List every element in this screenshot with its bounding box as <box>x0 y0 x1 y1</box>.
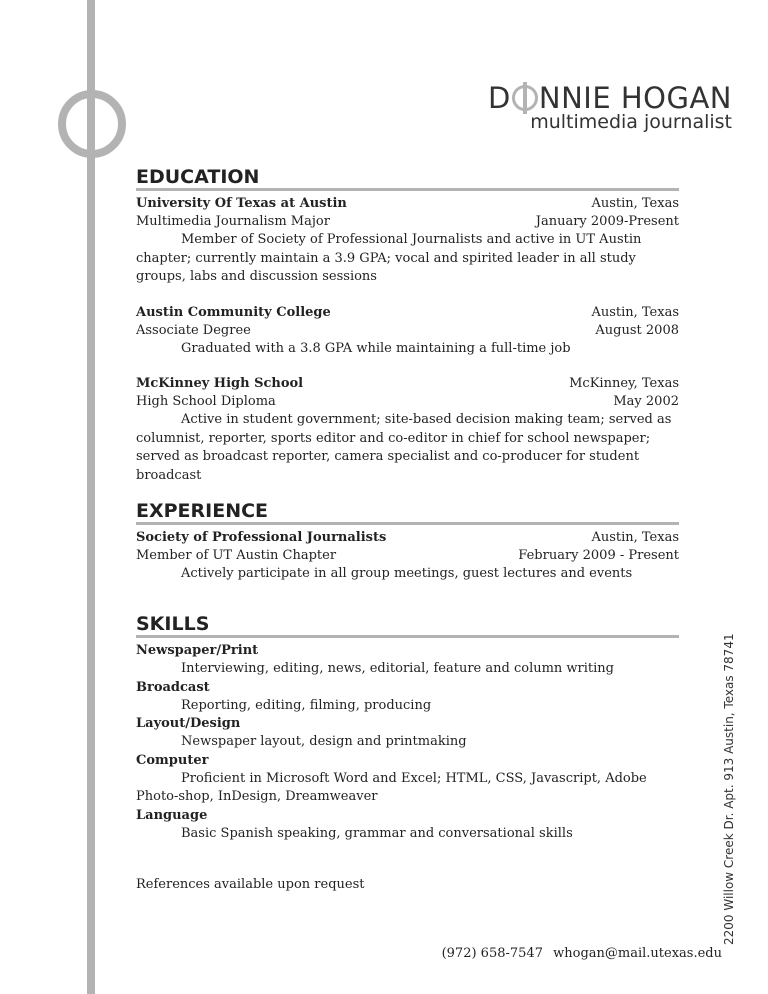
entry-description: Graduated with a 3.8 GPA while maintaining a full-time job <box>181 340 571 356</box>
education-heading: EDUCATION <box>136 166 679 191</box>
skill-title: Newspaper/Print <box>136 643 259 658</box>
school-location: Austin, Texas <box>591 304 679 320</box>
school-name: University Of Texas at Austin <box>136 196 347 211</box>
dates: January 2009-Present <box>535 214 679 229</box>
skill-title: Computer <box>136 752 209 768</box>
program: High School Diploma <box>136 394 276 409</box>
school-name: McKinney High School <box>136 376 304 391</box>
education-entry <box>136 195 679 287</box>
skill-description: Reporting, editing, filming, producing <box>181 697 432 713</box>
skills-list <box>136 642 679 843</box>
education-entry <box>136 304 679 359</box>
program: Associate Degree <box>136 322 251 338</box>
circle-logo-bar <box>87 80 95 160</box>
skill-title: Broadcast <box>136 679 210 695</box>
entry-description: Active in student government; site-based decision making team; served as columnist, reporter, sports editor and co-editor in chief for school newspaper; served as broadcast reporter, camera specialist and co-producer for student broadcast <box>136 412 672 483</box>
phone-number: (972) 658-7547 <box>441 946 543 961</box>
email-address: whogan@mail.utexas.edu <box>553 946 722 961</box>
school-location: McKinney, Texas <box>569 376 679 391</box>
name-first-letter: D <box>488 81 511 115</box>
school-name: Austin Community College <box>136 304 331 320</box>
organization-name: Society of Professional Journalists <box>136 530 387 545</box>
name-o-logo-icon <box>512 85 538 111</box>
references-note: References available upon request <box>136 877 365 892</box>
skills-section <box>136 613 679 843</box>
experience-heading: EXPERIENCE <box>136 500 679 525</box>
experience-section <box>136 500 679 584</box>
skill-description: Basic Spanish speaking, grammar and conversational skills <box>181 825 573 841</box>
skill-title: Layout/Design <box>136 716 241 731</box>
dates: August 2008 <box>595 322 679 338</box>
dates: May 2002 <box>613 394 679 409</box>
skill-description: Newspaper layout, design and printmaking <box>181 734 467 749</box>
skills-heading: SKILLS <box>136 613 679 638</box>
skill-description: Interviewing, editing, news, editorial, feature and column writing <box>181 661 615 676</box>
skill-title: Language <box>136 807 208 823</box>
organization-location: Austin, Texas <box>591 530 679 545</box>
school-location: Austin, Texas <box>591 196 679 211</box>
mailing-address: 2200 Willow Creek Dr. Apt. 913 Austin, Texas 78741 <box>722 633 736 945</box>
dates: February 2009 - Present <box>518 548 679 563</box>
resume-tagline: multimedia journalist <box>530 111 732 133</box>
entry-description: Actively participate in all group meetings, guest lectures and events <box>181 566 633 581</box>
education-entry <box>136 375 679 485</box>
role: Member of UT Austin Chapter <box>136 548 337 563</box>
experience-entry <box>136 529 679 584</box>
entry-description: Member of Society of Professional Journalists and active in UT Austin chapter; currently maintain a 3.9 GPA; vocal and spirited leader in all study groups, labs and discussion sessions <box>136 232 642 284</box>
program: Multimedia Journalism Major <box>136 214 330 229</box>
name-rest: NNIE HOGAN <box>538 81 732 115</box>
contact-line <box>442 946 722 961</box>
education-section <box>136 166 679 485</box>
skill-description: Proficient in Microsoft Word and Excel; HTML, CSS, Javascript, Adobe Photo-shop, InDesign, Dreamweaver <box>136 770 647 804</box>
